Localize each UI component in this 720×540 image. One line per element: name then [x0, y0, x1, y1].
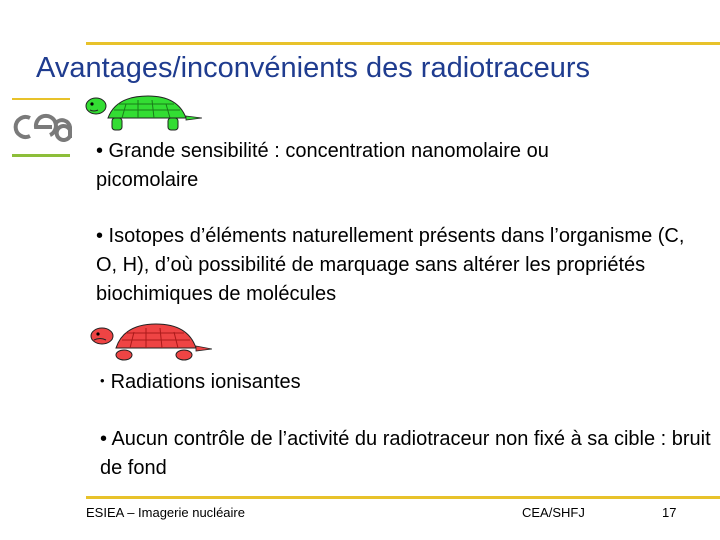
advantage-item-2: • Isotopes d’éléments naturellement présents dans l’organisme (C, O, H), d’où possibilité de marquage sans altérer les propriétés biochimiques de molécules: [96, 225, 685, 305]
footer-organization: CEA/SHFJ: [522, 505, 585, 520]
footer-course: ESIEA – Imagerie nucléaire: [86, 505, 245, 520]
slide-title: Avantages/inconvénients des radiotraceurs: [36, 52, 591, 84]
bullet-dot: •: [100, 373, 105, 388]
top-divider: [86, 42, 720, 45]
red-turtle-icon: [88, 322, 212, 362]
disadvantage-item-2: • Aucun contrôle de l’activité du radiotraceur non fixé à sa cible : bruit de fond: [100, 428, 711, 479]
disadvantage-item-1-text: Radiations ionisantes: [110, 371, 301, 393]
bottom-divider: [86, 496, 720, 499]
disadvantage-item-1: [100, 366, 500, 397]
cea-logo-icon: [12, 110, 74, 144]
green-turtle-icon: [82, 94, 202, 132]
logo-top-rule: [12, 98, 70, 100]
page-number: 17: [662, 505, 677, 520]
advantage-item-1: • Grande sensibilité : concentration nanomolaire ou picomolaire: [96, 140, 549, 191]
logo-bottom-rule: [12, 154, 70, 157]
